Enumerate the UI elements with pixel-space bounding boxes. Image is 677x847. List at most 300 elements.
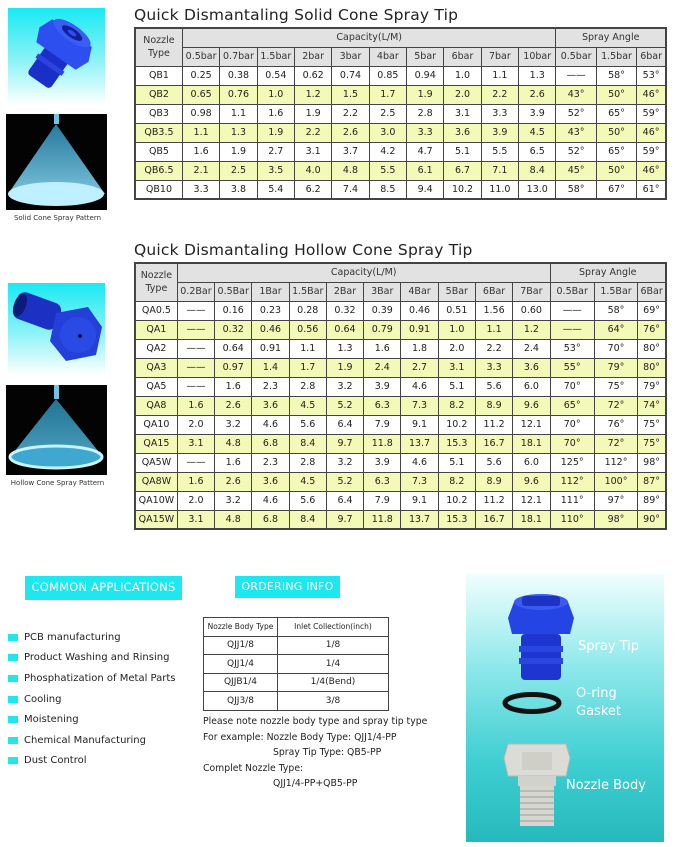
capacity-cell: 5.5 (481, 142, 518, 161)
capacity-cell: 8.9 (475, 472, 512, 491)
capacity-cell: 2.6 (332, 123, 369, 142)
capacity-col-header: 2bar (294, 47, 331, 66)
capacity-cell: 18.1 (513, 434, 550, 453)
spray-angle-cell: 70° (594, 339, 637, 358)
table-row (135, 453, 666, 472)
spray-angle-cell: 100° (594, 472, 637, 491)
capacity-cell: 8.5 (369, 180, 406, 199)
common-applications-banner: COMMON APPLICATIONS (25, 576, 182, 600)
capacity-col-header: 1.5Bar (289, 282, 326, 301)
capacity-cell: 1.1 (289, 339, 326, 358)
capacity-cell: 3.7 (332, 142, 369, 161)
capacity-cell: 3.3 (475, 358, 512, 377)
capacity-cell: 6.3 (364, 396, 401, 415)
capacity-cell: 2.6 (519, 85, 556, 104)
nozzle-body-type-cell: QJJ1/4 (204, 655, 278, 674)
cyan-bullet-icon (8, 757, 18, 764)
spray-angle-cell: 65° (550, 396, 594, 415)
capacity-cell: 0.64 (215, 339, 252, 358)
hollow-cone-pattern-icon (6, 385, 107, 475)
spray-angle-cell: 43° (556, 85, 596, 104)
capacity-cell: 2.2 (481, 85, 518, 104)
capacity-cell: 2.4 (513, 339, 550, 358)
capacity-cell: 2.0 (438, 339, 475, 358)
capacity-cell: 0.91 (401, 320, 438, 339)
capacity-cell: 9.1 (401, 491, 438, 510)
capacity-cell: 1.0 (438, 320, 475, 339)
capacity-cell: 1.9 (257, 123, 294, 142)
capacity-cell: 6.8 (252, 434, 289, 453)
table-row (135, 104, 666, 123)
gasket-label: Gasket (576, 704, 621, 719)
note-line-5: QJJ1/4-PP+QB5-PP (273, 778, 358, 789)
spray-angle-cell: 75° (638, 434, 666, 453)
table-row (135, 415, 666, 434)
capacity-cell: 0.16 (215, 301, 252, 320)
capacity-cell: 10.2 (438, 491, 475, 510)
spray-angle-cell: 90° (638, 510, 666, 529)
capacity-cell: 0.85 (369, 66, 406, 85)
capacity-cell: 2.3 (252, 453, 289, 472)
application-item (8, 730, 175, 751)
nozzle-type-cell: QB10 (135, 180, 182, 199)
capacity-cell: 3.3 (407, 123, 444, 142)
spray-angle-cell: 64° (594, 320, 637, 339)
table-row (135, 434, 666, 453)
capacity-cell: 5.5 (369, 161, 406, 180)
capacity-cell: 11.2 (475, 415, 512, 434)
table-row (135, 472, 666, 491)
table-row (135, 358, 666, 377)
table-row (204, 673, 389, 692)
nozzle-body-type-cell: QJJ1/8 (204, 636, 278, 655)
cyan-bullet-icon (8, 716, 18, 723)
capacity-cell: 3.8 (220, 180, 257, 199)
hollow-cone-caption: Hollow Cone Spray Pattern (10, 479, 105, 487)
table-row (135, 85, 666, 104)
inlet-collection-cell: 1/4(Bend) (278, 673, 389, 692)
spray-angle-cell: 70° (550, 434, 594, 453)
capacity-cell: 6.2 (294, 180, 331, 199)
nozzle-body-label: Nozzle Body (566, 778, 646, 793)
capacity-cell: 1.3 (519, 66, 556, 85)
capacity-cell: 2.8 (289, 377, 326, 396)
capacity-cell: 2.1 (182, 161, 219, 180)
capacity-cell: 3.6 (513, 358, 550, 377)
table-row (135, 339, 666, 358)
capacity-cell: 0.39 (364, 301, 401, 320)
spray-angle-cell: 59° (637, 142, 666, 161)
table-row (135, 377, 666, 396)
inlet-collection-cell: 1/8 (278, 636, 389, 655)
capacity-cell: 0.74 (332, 66, 369, 85)
capacity-cell: 5.6 (475, 453, 512, 472)
nozzle-type-cell: QA3 (135, 358, 177, 377)
table-row (135, 320, 666, 339)
capacity-col-header: 1.5bar (257, 47, 294, 66)
capacity-cell: 6.1 (407, 161, 444, 180)
capacity-cell: 2.2 (475, 339, 512, 358)
spray-angle-cell: 110° (550, 510, 594, 529)
capacity-cell: 4.6 (252, 415, 289, 434)
capacity-cell: 3.2 (326, 377, 363, 396)
spray-angle-cell: 97° (594, 491, 637, 510)
spray-angle-cell: 50° (596, 85, 636, 104)
spray-angle-cell: 98° (638, 453, 666, 472)
nozzle-type-cell: QB3.5 (135, 123, 182, 142)
spray-angle-cell: 79° (594, 358, 637, 377)
capacity-col-header: 3Bar (364, 282, 401, 301)
capacity-cell: 1.1 (182, 123, 219, 142)
capacity-cell: 0.65 (182, 85, 219, 104)
capacity-cell: 3.6 (252, 472, 289, 491)
nozzle-type-cell: QA5 (135, 377, 177, 396)
solid-cone-caption: Solid Cone Spray Pattern (13, 214, 102, 222)
capacity-cell: 0.76 (220, 85, 257, 104)
capacity-cell: 11.2 (475, 491, 512, 510)
application-label: Dust Control (24, 755, 87, 767)
capacity-cell: 1.9 (220, 142, 257, 161)
capacity-cell: 0.23 (252, 301, 289, 320)
capacity-cell: 0.32 (326, 301, 363, 320)
hollow-cone-title: Quick Dismantaling Hollow Cone Spray Tip (134, 241, 473, 259)
capacity-cell: 2.0 (177, 491, 214, 510)
angle-col-header: 1.5Bar (594, 282, 637, 301)
spray-angle-cell: 61° (637, 180, 666, 199)
capacity-cell: 0.38 (220, 66, 257, 85)
nozzle-type-cell: QA10 (135, 415, 177, 434)
spray-angle-cell: 53° (550, 339, 594, 358)
capacity-cell: 5.2 (326, 472, 363, 491)
capacity-cell: 1.6 (364, 339, 401, 358)
capacity-cell: —— (177, 377, 214, 396)
capacity-header: Capacity(L/M) (182, 28, 556, 47)
table-row (204, 655, 389, 674)
capacity-cell: 8.4 (519, 161, 556, 180)
table-row (204, 636, 389, 655)
capacity-col-header: 3bar (332, 47, 369, 66)
capacity-cell: 2.0 (177, 415, 214, 434)
ordering-notes (203, 714, 463, 792)
spray-tip-label: Spray Tip (578, 639, 640, 654)
capacity-cell: 6.0 (513, 377, 550, 396)
capacity-col-header: 7Bar (513, 282, 550, 301)
o-ring-label: O-ring (576, 686, 617, 701)
capacity-cell: 1.0 (257, 85, 294, 104)
spray-angle-cell: 53° (637, 66, 666, 85)
capacity-cell: 3.9 (519, 104, 556, 123)
capacity-cell: 1.0 (444, 66, 481, 85)
nozzle-type-cell: QA10W (135, 491, 177, 510)
nozzle-type-cell: QA15W (135, 510, 177, 529)
application-label: Chemical Manufacturing (24, 734, 146, 746)
capacity-col-header: 0.5bar (182, 47, 219, 66)
spray-angle-cell: 112° (550, 472, 594, 491)
note-line-1: Please note nozzle body type and spray tip type (203, 716, 428, 727)
spray-angle-cell: 125° (550, 453, 594, 472)
solid-cone-spray-photo (6, 114, 107, 210)
capacity-cell: 3.9 (364, 377, 401, 396)
hollow-cone-spec-table (134, 262, 667, 530)
capacity-cell: 0.91 (252, 339, 289, 358)
cyan-bullet-icon (8, 654, 18, 661)
capacity-cell: 18.1 (513, 510, 550, 529)
capacity-cell: 1.6 (215, 377, 252, 396)
capacity-col-header: 2Bar (326, 282, 363, 301)
capacity-cell: 2.5 (369, 104, 406, 123)
capacity-cell: 1.9 (407, 85, 444, 104)
application-label: Product Washing and Rinsing (24, 652, 170, 664)
spray-angle-cell: —— (550, 301, 594, 320)
capacity-cell: 8.2 (438, 396, 475, 415)
application-label: Cooling (24, 693, 62, 705)
capacity-header: Capacity(L/M) (177, 263, 550, 282)
capacity-cell: 3.1 (438, 358, 475, 377)
capacity-cell: 6.4 (326, 491, 363, 510)
capacity-cell: 2.8 (289, 453, 326, 472)
capacity-col-header: 10bar (519, 47, 556, 66)
capacity-cell: 11.8 (364, 434, 401, 453)
application-item (8, 627, 175, 648)
capacity-cell: 3.3 (182, 180, 219, 199)
spray-angle-cell: 59° (637, 104, 666, 123)
capacity-cell: 3.2 (215, 415, 252, 434)
spray-angle-cell: 52° (556, 142, 596, 161)
inlet-collection-cell: 3/8 (278, 692, 389, 711)
capacity-col-header: 7bar (481, 47, 518, 66)
spray-angle-cell: 46° (637, 85, 666, 104)
ordering-table (203, 617, 389, 711)
capacity-cell: 3.1 (177, 434, 214, 453)
note-line-2: For example: Nozzle Body Type: QJJ1/4-PP (203, 731, 397, 743)
capacity-cell: 1.56 (475, 301, 512, 320)
table-row (135, 123, 666, 142)
nozzle-body-type-cell: QJJ3/8 (204, 692, 278, 711)
capacity-cell: 4.5 (519, 123, 556, 142)
capacity-cell: —— (177, 301, 214, 320)
capacity-cell: 3.6 (444, 123, 481, 142)
spray-angle-cell: 70° (550, 377, 594, 396)
capacity-cell: 5.1 (438, 377, 475, 396)
capacity-cell: 1.2 (294, 85, 331, 104)
table-row (204, 692, 389, 711)
capacity-col-header: 6bar (444, 47, 481, 66)
capacity-cell: 0.46 (252, 320, 289, 339)
capacity-cell: 8.2 (438, 472, 475, 491)
capacity-cell: 2.6 (215, 472, 252, 491)
hollow-cone-spray-photo (6, 385, 107, 475)
capacity-cell: 1.7 (369, 85, 406, 104)
blue-spray-tip-icon (8, 8, 105, 105)
capacity-cell: 7.1 (481, 161, 518, 180)
angle-col-header: 0.5Bar (550, 282, 594, 301)
capacity-cell: 1.6 (177, 472, 214, 491)
cyan-bullet-icon (8, 675, 18, 682)
capacity-cell: 0.32 (215, 320, 252, 339)
capacity-cell: 6.4 (326, 415, 363, 434)
capacity-cell: 7.4 (332, 180, 369, 199)
capacity-cell: 0.51 (438, 301, 475, 320)
capacity-cell: 5.6 (475, 377, 512, 396)
capacity-cell: 0.56 (289, 320, 326, 339)
capacity-cell: 5.1 (438, 453, 475, 472)
capacity-cell: 1.3 (326, 339, 363, 358)
spray-angle-cell: 76° (638, 320, 666, 339)
capacity-cell: 1.6 (182, 142, 219, 161)
capacity-cell: 16.7 (475, 434, 512, 453)
cyan-bullet-icon (8, 696, 18, 703)
capacity-cell: 0.98 (182, 104, 219, 123)
application-item (8, 689, 175, 710)
spray-angle-cell: 79° (638, 377, 666, 396)
table-row (135, 66, 666, 85)
spray-angle-cell: 80° (638, 339, 666, 358)
application-item (8, 709, 175, 730)
capacity-cell: 4.8 (332, 161, 369, 180)
spray-angle-cell: 74° (638, 396, 666, 415)
capacity-cell: 9.4 (407, 180, 444, 199)
capacity-cell: 1.1 (475, 320, 512, 339)
capacity-cell: 7.9 (364, 415, 401, 434)
capacity-cell: 5.2 (326, 396, 363, 415)
capacity-cell: 1.7 (289, 358, 326, 377)
spray-angle-cell: 58° (594, 301, 637, 320)
capacity-cell: 9.7 (326, 510, 363, 529)
spray-angle-cell: 65° (596, 142, 636, 161)
capacity-cell: 1.2 (513, 320, 550, 339)
spray-angle-cell: 111° (550, 491, 594, 510)
capacity-cell: 4.8 (215, 434, 252, 453)
capacity-col-header: 6Bar (475, 282, 512, 301)
spray-angle-cell: 43° (556, 123, 596, 142)
capacity-cell: 11.0 (481, 180, 518, 199)
capacity-col-header: 4bar (369, 47, 406, 66)
capacity-cell: 7.9 (364, 491, 401, 510)
capacity-cell: 2.0 (444, 85, 481, 104)
capacity-cell: 10.2 (438, 415, 475, 434)
ordering-info-banner: ORDERING INFO (235, 576, 340, 598)
table-row (135, 491, 666, 510)
angle-col-header: 6Bar (638, 282, 666, 301)
capacity-cell: 4.7 (407, 142, 444, 161)
capacity-cell: 15.3 (438, 510, 475, 529)
application-label: PCB manufacturing (24, 631, 121, 643)
capacity-cell: 2.2 (294, 123, 331, 142)
capacity-cell: 1.3 (220, 123, 257, 142)
capacity-cell: 0.54 (257, 66, 294, 85)
blue-hollow-tip-icon (8, 283, 105, 375)
capacity-cell: 1.8 (401, 339, 438, 358)
capacity-cell: 3.9 (481, 123, 518, 142)
capacity-cell: 1.6 (177, 396, 214, 415)
capacity-cell: 13.7 (401, 434, 438, 453)
spray-angle-cell: 50° (596, 161, 636, 180)
capacity-col-header: 0.7bar (220, 47, 257, 66)
capacity-cell: 2.3 (252, 377, 289, 396)
capacity-cell: —— (177, 339, 214, 358)
nozzle-body-type-header: Nozzle Body Type (204, 618, 278, 637)
capacity-cell: 5.4 (257, 180, 294, 199)
spray-angle-cell: —— (550, 320, 594, 339)
spray-angle-cell: 55° (550, 358, 594, 377)
capacity-cell: 4.2 (369, 142, 406, 161)
capacity-cell: 3.1 (444, 104, 481, 123)
capacity-cell: 9.7 (326, 434, 363, 453)
spray-angle-cell: 52° (556, 104, 596, 123)
solid-cone-pattern-icon (6, 114, 107, 210)
capacity-cell: 0.60 (513, 301, 550, 320)
nozzle-type-cell: QB3 (135, 104, 182, 123)
capacity-col-header: 1Bar (252, 282, 289, 301)
capacity-cell: 12.1 (513, 491, 550, 510)
capacity-col-header: 0.2Bar (177, 282, 214, 301)
capacity-cell: 4.6 (401, 377, 438, 396)
spray-angle-cell: 46° (637, 123, 666, 142)
hollow-cone-tip-photo (8, 283, 105, 375)
capacity-cell: 6.7 (444, 161, 481, 180)
capacity-cell: 13.0 (519, 180, 556, 199)
table-row (135, 396, 666, 415)
capacity-cell: 9.6 (513, 472, 550, 491)
capacity-cell: 4.6 (252, 491, 289, 510)
note-line-3: Spray Tip Type: QB5-PP (273, 747, 382, 758)
spray-angle-cell: 75° (594, 377, 637, 396)
capacity-cell: 0.25 (182, 66, 219, 85)
capacity-cell: 8.9 (475, 396, 512, 415)
capacity-cell: 2.6 (215, 396, 252, 415)
cyan-bullet-icon (8, 634, 18, 641)
capacity-cell: 2.7 (257, 142, 294, 161)
application-item (8, 751, 175, 772)
nozzle-body-part-icon (502, 736, 572, 828)
angle-col-header: 0.5bar (556, 47, 596, 66)
capacity-cell: 2.5 (220, 161, 257, 180)
capacity-cell: —— (177, 320, 214, 339)
capacity-cell: 16.7 (475, 510, 512, 529)
application-item (8, 668, 175, 689)
nozzle-type-cell: QA0.5 (135, 301, 177, 320)
angle-col-header: 1.5bar (596, 47, 636, 66)
nozzle-type-cell: QB1 (135, 66, 182, 85)
capacity-cell: 7.3 (401, 396, 438, 415)
capacity-cell: 4.5 (289, 472, 326, 491)
capacity-cell: 0.94 (407, 66, 444, 85)
capacity-cell: 3.2 (215, 491, 252, 510)
capacity-cell: 8.4 (289, 434, 326, 453)
capacity-cell: 13.7 (401, 510, 438, 529)
capacity-cell: 3.1 (294, 142, 331, 161)
nozzle-type-cell: QB2 (135, 85, 182, 104)
inlet-collection-cell: 1/4 (278, 655, 389, 674)
nozzle-type-header: Nozzle Type (135, 263, 177, 301)
application-label: Moistening (24, 714, 79, 726)
capacity-col-header: 5bar (407, 47, 444, 66)
capacity-cell: 2.8 (407, 104, 444, 123)
capacity-cell: 4.6 (401, 453, 438, 472)
application-item (8, 648, 175, 669)
capacity-cell: 12.1 (513, 415, 550, 434)
spray-angle-header: Spray Angle (550, 263, 666, 282)
capacity-cell: 5.1 (444, 142, 481, 161)
table-row (135, 510, 666, 529)
spray-angle-cell: 45° (556, 161, 596, 180)
capacity-cell: 2.2 (332, 104, 369, 123)
spray-angle-cell: 112° (594, 453, 637, 472)
spray-angle-cell: 72° (594, 434, 637, 453)
capacity-col-header: 4Bar (401, 282, 438, 301)
spray-angle-cell: 89° (638, 491, 666, 510)
capacity-col-header: 0.5Bar (215, 282, 252, 301)
